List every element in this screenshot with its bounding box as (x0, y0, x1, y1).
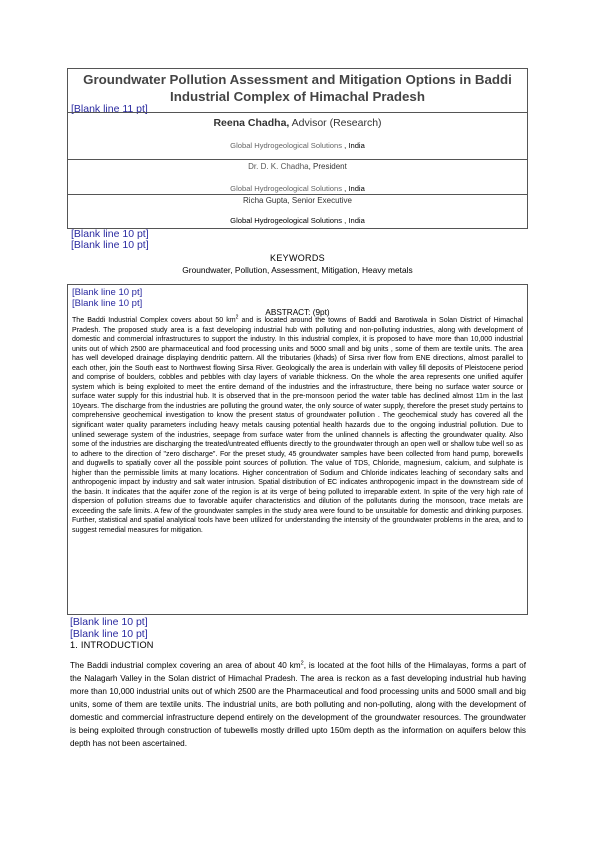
keywords-heading: KEYWORDS (270, 253, 325, 263)
abstract-blank-lines (72, 287, 142, 309)
author-name: Richa Gupta, Senior Executive (243, 196, 352, 205)
author-name: Dr. D. K. Chadha (248, 162, 309, 171)
author-box-3 (67, 194, 528, 229)
affiliation-country: , India (342, 216, 365, 225)
abstract-body (72, 316, 523, 536)
author-line (68, 196, 527, 206)
section-heading-introduction: 1. INTRODUCTION (70, 640, 154, 650)
abstract-heading: ABSTRACT: (9pt) (265, 308, 330, 317)
author-box-1 (67, 112, 528, 160)
author-line (68, 117, 527, 129)
author-affiliation (68, 216, 527, 226)
author-affiliation (68, 184, 527, 194)
blank-line-note: [Blank line 10 pt] (71, 239, 149, 251)
title-box (67, 68, 528, 113)
author-name: Reena Chadha, (213, 117, 290, 129)
abstract-text-part2: and is located around the towns of Baddi and Barotiwala in Solan District of Himachal Pradesh. The proposed study area is a fast developing industrial hub with polluting and non-polluting industries, along with development of domestic and commercial infrastructures to support the industry. In this industrial complex, it is proposed to have more than 10,000 industrial units out of which 2500 are pharmaceutical and food processing units and 5000 small and big units , some of them are textile units. The area has well developed drainage displaying dendritic pattern. All the tributaries (khads) of Sirsa river flow from ENE directions, almost parallel to each other, join the South east to Northwest flowing Sirsa River. Geologically the area is underlain with valley fill deposits of Pleistocene period and comprise of boulders, cobbles and pebbles with clay layers of variable thickness. On the whole the area represents one unified aquifer system which is being exploited to meet the entire demand of the industries and the infrastructure, there being no surface water source or surface water supply for this industrial hub. It is observed that in the pre-monsoon period the water table has declined almost 11m in the last 10years. The discharge from the industries are polluting the ground water, the only source of water supply, therefore the preset study pertains to comprehensive geochemical investigation to know the present status of groundwater pollution . The geochemical study has covered all the significant water quality parameters including heavy metals causing potential health hazards due to the ongoing industrial pollution. Due to unlined sewerage system of the industries, seepage from surface water from the unlined channels is affecting the groundwater quality. Also some of the industries are discharging the treated/untreated effluents directly to the groundwater through an open well or shallow tube well so as to adhere to the direction of "zero discharge". For the preset study, 45 groundwater samples have been collected from hand pump, borewells and dugwells to spatially cover all the possible point sources of pollution. The value of TDS, Chloride, magnesium, calcium, and sulphate is higher than the permissible limits at many locations. Higher concentration of Sodium and Chloride indicates leaching of secondary salts and anthropogenic impact by industry and salt water intrusion. Spatial distribution of EC indicates anthropogenic impact in the downstream side of the basin. It indicates that the aquifer zone of the region is at its verge of being polluted to irreparable extent. In spite of the very high rate of dispersion of pollution streams due to favorable aquifer characteristics and dilution of the pollutants during the monsoon, trace metals are exceeding the safe limits. A few of the groundwater samples in the study area were found to be unsuitable for domestic and drinking purposes. Further, statistical and spatial analytical tools have been utilized for understanding the intensity of the groundwater problems in the area, and to suggest remedial measures for mitigation. (72, 317, 523, 535)
blank-line-note: [Blank line 10 pt] (71, 228, 149, 240)
blank-line-note: [Blank line 10 pt] (70, 628, 148, 640)
affiliation-org: Global Hydrogeological Solutions (230, 141, 343, 150)
author-role: Advisor (Research) (289, 117, 382, 129)
intro-text-part1: The Baddi industrial complex covering an area of about 40 km (70, 661, 301, 670)
abstract-box (67, 284, 528, 615)
blank-line-note: [Blank line 11 pt] (71, 103, 148, 115)
blank-line-note: [Blank line 10 pt] (72, 298, 143, 309)
introduction-paragraph (70, 660, 526, 751)
paper-title: Groundwater Pollution Assessment and Mitigation Options in Baddi Industrial Complex of Himachal Pradesh (83, 72, 512, 104)
blank-line-note: [Blank line 10 pt] (72, 287, 143, 298)
author-line (68, 162, 527, 172)
author-box-2 (67, 159, 528, 195)
keywords-list: Groundwater, Pollution, Assessment, Mitigation, Heavy metals (182, 265, 413, 275)
abstract-text-part1: The Baddi Industrial Complex covers about 50 km (72, 317, 236, 324)
blank-line-note: [Blank line 10 pt] (70, 616, 148, 628)
post-abstract-blank-lines (70, 616, 148, 640)
author-affiliation (68, 141, 527, 151)
affiliation-country: , India (342, 141, 365, 150)
superscript-two: 2 (300, 660, 304, 667)
affiliation-country: , India (342, 184, 365, 193)
superscript-two: 2 (235, 314, 239, 321)
author-role: , President (308, 162, 347, 171)
affiliation-org: Global Hydrogeological Solutions (230, 184, 343, 193)
intro-text-part2: , is located at the foot hills of the Himalayas, forms a part of the Nalagarh Valley in the Solan district of Himachal Pradesh. The area is reckon as a fast developing industrial hub having more than 10,000 industrial units out of which 2500 are the Pharmaceutical and food processing units and 5000 small and big units, some of them are textile units. The industrial units, are both polluting and non-polluting, along with the development of domestic and commercial infrastructure depend entirely on the development of the groundwater resources. The groundwater is being exploited through construction of tubewells mostly drilled upto 150m depth as the information on aquifers below this depth has not been ascertained. (70, 661, 526, 748)
affiliation-org: Global Hydrogeological Solutions (230, 216, 343, 225)
keywords-section (67, 228, 528, 284)
